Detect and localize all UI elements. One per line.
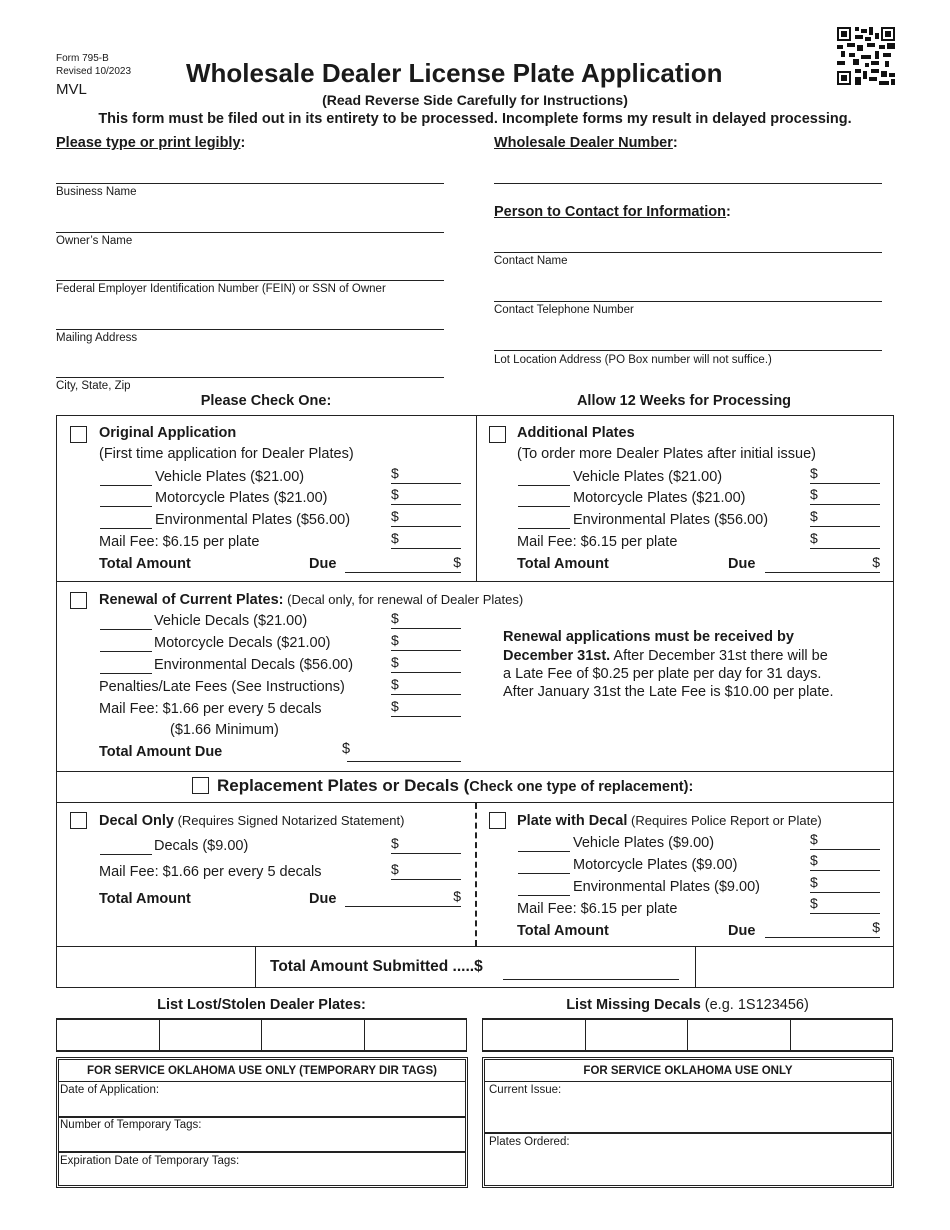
total-submitted-input[interactable] (503, 979, 679, 980)
owner-name-field[interactable] (56, 232, 444, 233)
amount-input[interactable]: $ (810, 832, 880, 850)
contact-phone-field[interactable] (494, 301, 882, 302)
amount-input[interactable]: $ (810, 875, 880, 893)
renewal-info: a Late Fee of $0.25 per plate per day for 31 days. (503, 666, 822, 682)
total-due-input[interactable]: $ (345, 889, 461, 907)
decal-only-checkbox[interactable] (70, 812, 87, 829)
total-label: Total Amount (99, 556, 191, 572)
mailing-address-field[interactable] (56, 329, 444, 330)
lost-plate-cell[interactable] (262, 1020, 365, 1050)
divider (695, 946, 696, 988)
amount-input[interactable]: $ (391, 655, 461, 673)
office-use-title: FOR SERVICE OKLAHOMA USE ONLY (583, 1065, 793, 1077)
amount-input[interactable]: $ (810, 853, 880, 871)
item-label: Motorcycle Plates ($21.00) (573, 490, 746, 506)
amount-input[interactable]: $ (391, 862, 461, 880)
total-label: Total Amount (99, 891, 191, 907)
item-label: Environmental Plates ($56.00) (573, 512, 769, 528)
current-issue-label: Current Issue: (489, 1084, 562, 1096)
divider (58, 1151, 466, 1153)
due-label: Due (728, 556, 756, 572)
vehicle-decal-qty-input[interactable] (100, 629, 152, 630)
dealer-number-field[interactable] (494, 183, 882, 184)
item-label: Vehicle Plates ($9.00) (573, 835, 715, 851)
environmental-qty-input[interactable] (100, 528, 152, 529)
amount-input[interactable]: $ (810, 466, 880, 484)
original-application-checkbox[interactable] (70, 426, 87, 443)
subtitle: (Read Reverse Side Carefully for Instructions) (322, 92, 628, 108)
motorcycle-qty-input[interactable] (100, 506, 152, 507)
item-label: Motorcycle Plates ($9.00) (573, 857, 738, 873)
item-label: Motorcycle Decals ($21.00) (154, 635, 331, 651)
missing-decals-heading: List Missing Decals (e.g. 1S123456) (566, 997, 809, 1013)
environmental-decal-qty-input[interactable] (100, 673, 152, 674)
contact-name-label: Contact Name (494, 255, 568, 267)
currency-sign: $ (342, 741, 351, 757)
mail-fee: Mail Fee: $6.15 per plate (99, 534, 260, 550)
decal-qty-input[interactable] (100, 854, 152, 855)
owner-name-label: Owner’s Name (56, 235, 133, 247)
renewal-checkbox[interactable] (70, 592, 87, 609)
total-due-label: Total Amount Due (99, 744, 223, 760)
lost-plate-cell[interactable] (57, 1020, 160, 1050)
divider (56, 581, 894, 582)
missing-decals-grid (482, 1018, 893, 1052)
plates-ordered-label: Plates Ordered: (489, 1136, 570, 1148)
additional-sub: (To order more Dealer Plates after initial issue) (517, 446, 816, 462)
amount-input[interactable]: $ (391, 531, 461, 549)
revised-date: Revised 10/2023 (56, 66, 132, 77)
renewal-info: After January 31st the Late Fee is $10.00 per plate. (503, 684, 834, 700)
environmental-qty-input[interactable] (518, 895, 570, 896)
contact-heading: Person to Contact for Information: (494, 204, 731, 220)
item-label: Vehicle Plates ($21.00) (573, 469, 723, 485)
additional-plates-checkbox[interactable] (489, 426, 506, 443)
amount-input[interactable]: $ (810, 487, 880, 505)
item-label: Decals ($9.00) (154, 838, 249, 854)
amount-input[interactable]: $ (391, 699, 461, 717)
penalties-label: Penalties/Late Fees (See Instructions) (99, 679, 345, 695)
city-state-zip-field[interactable] (56, 377, 444, 378)
motorcycle-decal-qty-input[interactable] (100, 651, 152, 652)
lot-location-field[interactable] (494, 350, 882, 351)
replacement-title: Replacement Plates or Decals (Check one type of replacement): (217, 776, 694, 795)
fein-label: Federal Employer Identification Number (FEIN) or SSN of Owner (56, 283, 386, 295)
divider (484, 1081, 892, 1082)
vehicle-qty-input[interactable] (100, 485, 152, 486)
item-label: Vehicle Plates ($21.00) (155, 469, 305, 485)
mail-fee: Mail Fee: $1.66 per every 5 decals (99, 701, 322, 717)
replacement-checkbox[interactable] (192, 777, 209, 794)
processing-note: Allow 12 Weeks for Processing (576, 393, 792, 409)
missing-decal-cell[interactable] (791, 1020, 894, 1050)
amount-input[interactable]: $ (391, 611, 461, 629)
city-state-zip-label: City, State, Zip (56, 380, 131, 392)
total-due-input[interactable]: $ (765, 555, 880, 573)
amount-input[interactable]: $ (810, 509, 880, 527)
qr-code-icon (837, 27, 895, 85)
temp-tags-expiration-label: Expiration Date of Temporary Tags: (60, 1155, 240, 1167)
amount-input[interactable]: $ (391, 466, 461, 484)
check-one-heading: Please Check One: (200, 393, 332, 409)
missing-decal-cell[interactable] (688, 1020, 791, 1050)
divider (255, 946, 256, 988)
contact-name-field[interactable] (494, 252, 882, 253)
total-due-input[interactable]: $ (345, 555, 461, 573)
motorcycle-qty-input[interactable] (518, 506, 570, 507)
amount-input[interactable]: $ (391, 633, 461, 651)
item-label: Environmental Plates ($9.00) (573, 879, 760, 895)
additional-title: Additional Plates (517, 425, 635, 441)
date-of-application-label: Date of Application: (60, 1084, 160, 1096)
mailing-address-label: Mailing Address (56, 332, 138, 344)
due-label: Due (309, 556, 337, 572)
item-label: Motorcycle Plates ($21.00) (155, 490, 328, 506)
original-sub: (First time application for Dealer Plates) (99, 446, 354, 462)
lot-location-label: Lot Location Address (PO Box number will not suffice.) (494, 354, 772, 366)
num-temp-tags-label: Number of Temporary Tags: (60, 1119, 202, 1131)
division-code: MVL (56, 81, 87, 98)
lost-plates-grid (56, 1018, 467, 1052)
amount-input[interactable]: $ (391, 836, 461, 854)
item-label: Vehicle Decals ($21.00) (154, 613, 308, 629)
dealer-number-heading: Wholesale Dealer Number: (494, 135, 678, 151)
due-label: Due (309, 891, 337, 907)
business-name-field[interactable] (56, 183, 444, 184)
divider (475, 803, 477, 946)
mail-fee: Mail Fee: $1.66 per every 5 decals (99, 864, 322, 880)
lost-plate-cell[interactable] (365, 1020, 468, 1050)
environmental-qty-input[interactable] (518, 528, 570, 529)
amount-input[interactable]: $ (391, 677, 461, 695)
divider (476, 415, 477, 582)
divider (58, 1081, 466, 1082)
item-label: Environmental Decals ($56.00) (154, 657, 354, 673)
due-label: Due (728, 923, 756, 939)
lost-plates-heading: List Lost/Stolen Dealer Plates: (157, 997, 366, 1013)
notice: This form must be filed out in its entirety to be processed. Incomplete forms my result in delayed processing. (98, 111, 852, 127)
total-submitted-label: Total Amount Submitted .....$ (270, 958, 483, 975)
minimum-fee: ($1.66 Minimum) (170, 722, 279, 738)
page-title: Wholesale Dealer License Plate Application (186, 58, 723, 88)
plate-with-decal-checkbox[interactable] (489, 812, 506, 829)
mail-fee: Mail Fee: $6.15 per plate (517, 534, 678, 550)
vehicle-qty-input[interactable] (518, 851, 570, 852)
renewal-info: December 31st. After December 31st there will be (503, 648, 828, 664)
total-label: Total Amount (517, 923, 609, 939)
total-label: Total Amount (517, 556, 609, 572)
amount-input[interactable]: $ (810, 531, 880, 549)
decal-only-title: Decal Only (Requires Signed Notarized Statement) (99, 813, 405, 829)
amount-input[interactable]: $ (391, 509, 461, 527)
office-use-title: FOR SERVICE OKLAHOMA USE ONLY (TEMPORARY DIR TAGS) (87, 1065, 437, 1077)
vehicle-qty-input[interactable] (518, 485, 570, 486)
divider (484, 1132, 892, 1134)
business-name-label: Business Name (56, 186, 137, 198)
renewal-title: Renewal of Current Plates: (Decal only, for renewal of Dealer Plates) (99, 592, 524, 608)
mail-fee: Mail Fee: $6.15 per plate (517, 901, 678, 917)
divider (56, 771, 894, 772)
renewal-info: Renewal applications must be received by (503, 629, 794, 645)
form-number: Form 795-B (56, 53, 109, 64)
amount-input[interactable]: $ (391, 487, 461, 505)
contact-phone-label: Contact Telephone Number (494, 304, 634, 316)
total-due-input[interactable] (347, 761, 461, 762)
original-title: Original Application (99, 425, 237, 441)
lost-plate-cell[interactable] (160, 1020, 263, 1050)
total-due-input[interactable]: $ (765, 920, 880, 938)
applicant-heading: Please type or print legibly: (56, 135, 246, 151)
missing-decal-cell[interactable] (483, 1020, 586, 1050)
item-label: Environmental Plates ($56.00) (155, 512, 351, 528)
plate-decal-title: Plate with Decal (Requires Police Report or Plate) (517, 813, 822, 829)
missing-decal-cell[interactable] (586, 1020, 689, 1050)
amount-input[interactable]: $ (810, 896, 880, 914)
motorcycle-qty-input[interactable] (518, 873, 570, 874)
fein-field[interactable] (56, 280, 444, 281)
